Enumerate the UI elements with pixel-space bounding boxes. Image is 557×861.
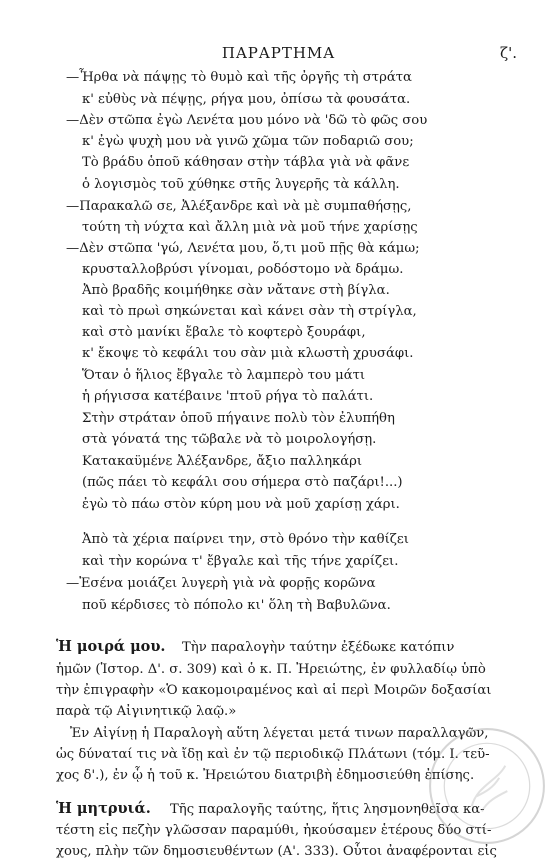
note-line: Τῆς παραλογῆς ταύτης, ἥτις λησμονηθεῖσα κα-: [170, 802, 485, 817]
poem-line: —Παρακαλῶ σε, Ἀλέξανδρε καὶ νὰ μὲ συμπαθήσῃς,: [66, 199, 412, 214]
poem-line: τούτη τὴ νύχτα καὶ ἄλλη μιὰ νὰ μοῦ τήνε χαρίσῃς: [82, 220, 418, 235]
library-stamp-icon: [426, 725, 548, 847]
poem-line: καὶ στὸ μανίκι ἔβαλε τὸ κοφτερὸ ξουράφι,: [82, 325, 366, 340]
page-title: ΠΑΡΑΡΤΗΜΑ: [221, 44, 336, 62]
page-number: ζ'.: [499, 44, 517, 62]
note-line: Ἐν Αἰγίνῃ ἡ Παραλογὴ αὕτη λέγεται μετά τινων παραλλαγῶν,: [70, 726, 489, 741]
poem-line: —Δὲν στῶπα ἐγὼ Λενέτα μου μόνο νὰ 'δῶ τὸ φῶς σου: [66, 113, 428, 128]
note-heading: Ἡ μοιρά μου.: [56, 638, 166, 655]
note-line: τὴν ἐπιγραφὴν «Ὁ κακομοιραμένος καὶ αἱ περὶ Μοιρῶν δοξασίαι: [56, 683, 492, 698]
poem-line: κ' εὐθὺς νὰ πέψῃς, ρήγα μου, ὀπίσω τὰ φουσάτα.: [82, 92, 411, 107]
poem-line: καὶ τὸ πρωὶ σηκώνεται καὶ κάνει σὰν τὴ στρίγλα,: [82, 304, 417, 319]
poem-line: ὁ λογισμὸς τοῦ χύθηκε στῆς λυγερῆς τὰ κάλλη.: [82, 177, 400, 192]
poem-line: κ' ἐγὼ ψυχὴ μου νὰ γινῶ χῶμα τῶν ποδαριῶ σου;: [82, 134, 414, 149]
poem-line: ἡ ρήγισσα κατέβαινε 'πτοῦ ρήγα τὸ παλάτι.: [82, 389, 374, 404]
poem-line: —Ἐσένα μοιάζει λυγερὴ γιὰ νὰ φορῇς κορῶνα: [66, 576, 376, 591]
poem-line: —Ἦρθα νὰ πάψῃς τὸ θυμὸ καὶ τῆς ὀργῆς τὴ στράτα: [66, 70, 412, 85]
note-line: τέστη εἰς πεζὴν γλῶσσαν παραμύθι, ἠκούσαμεν ἑτέρους δύο στί-: [56, 823, 492, 838]
poem-line: Κατακαϋμένε Ἀλέξανδρε, ἄξιο παλληκάρι: [82, 454, 363, 469]
poem-line: ἐγὼ τὸ πάω στὸν κύρη μου νὰ μοῦ χαρίσῃ χάρι.: [82, 497, 400, 512]
poem-line: Ὅταν ὁ ἥλιος ἔβγαλε τὸ λαμπερὸ του μάτι: [82, 368, 366, 383]
page-header: [0, 44, 557, 64]
note-heading: Ἡ μητρυιά.: [56, 800, 151, 817]
poem-line: κ' ἔκοψε τὸ κεφάλι του σὰν μιὰ κλωστὴ χρυσάφι.: [82, 346, 414, 361]
poem-line: κρυσταλλοβρύσι γίνομαι, ροδόστομο νὰ δράμω.: [82, 262, 404, 277]
poem-line: Στὴν στράταν ὁποῦ πήγαινε πολὺ τὸν ἐλυπήθη: [82, 411, 395, 426]
poem-line: ποῦ κέρδισες τὸ πόπολο κι' ὅλη τὴ Βαβυλῶνα.: [82, 598, 391, 613]
poem-line: —Δὲν στῶπα 'γώ, Λενέτα μου, ὅ,τι μοῦ πῇς θὰ κάμω;: [66, 241, 420, 256]
poem-line: (πῶς πάει τὸ κεφάλι σου σήμερα στὸ παζάρι!...): [82, 475, 403, 490]
poem-line: Ἀπὸ τὰ χέρια παίρνει την, στὸ θρόνο τὴν καθίζει: [82, 532, 409, 547]
poem-line: Τὸ βράδυ ὁποῦ κάθησαν στὴν τάβλα γιὰ νὰ φᾶνε: [82, 155, 410, 170]
poem-line: στὰ γόνατά της τῶβαλε νὰ τὸ μοιρολογήσῃ.: [82, 432, 377, 447]
note-line: παρὰ τῷ Αἰγινητικῷ λαῷ.»: [56, 704, 237, 719]
note-line: χος δ'.), ἐν ᾧ ἡ τοῦ κ. Ἠρειώτου διατριβὴ ἐδημοσιεύθη ἐπίσης.: [56, 768, 475, 783]
poem-line: καὶ τὴν κορώνα τ' ἔβγαλε καὶ τῆς τήνε χαρίζει.: [82, 554, 399, 569]
note-line: Τὴν παραλογὴν ταύτην ἐξέδωκε κατόπιν: [182, 640, 455, 655]
note-line: χους, πλὴν τῶν δημοσιευθέντων (Α'. 333). Οὗτοι ἀναφέρονται εἰς: [56, 844, 497, 859]
poem-line: Ἀπὸ βραδῆς κοιμήθηκε σὰν νἄτανε στὴ βίγλα.: [82, 283, 390, 298]
note-line: ὡς δύναταί τις νὰ ἴδῃ καὶ ἐν τῷ περιοδικῷ Πλάτωνι (τόμ. Ι. τεῦ-: [56, 747, 490, 762]
note-line: ἡμῶν (Ἱστορ. Δ'. σ. 309) καὶ ὁ κ. Π. Ἠρειώτης, ἐν φυλλαδίῳ ὑπὸ: [56, 662, 486, 677]
